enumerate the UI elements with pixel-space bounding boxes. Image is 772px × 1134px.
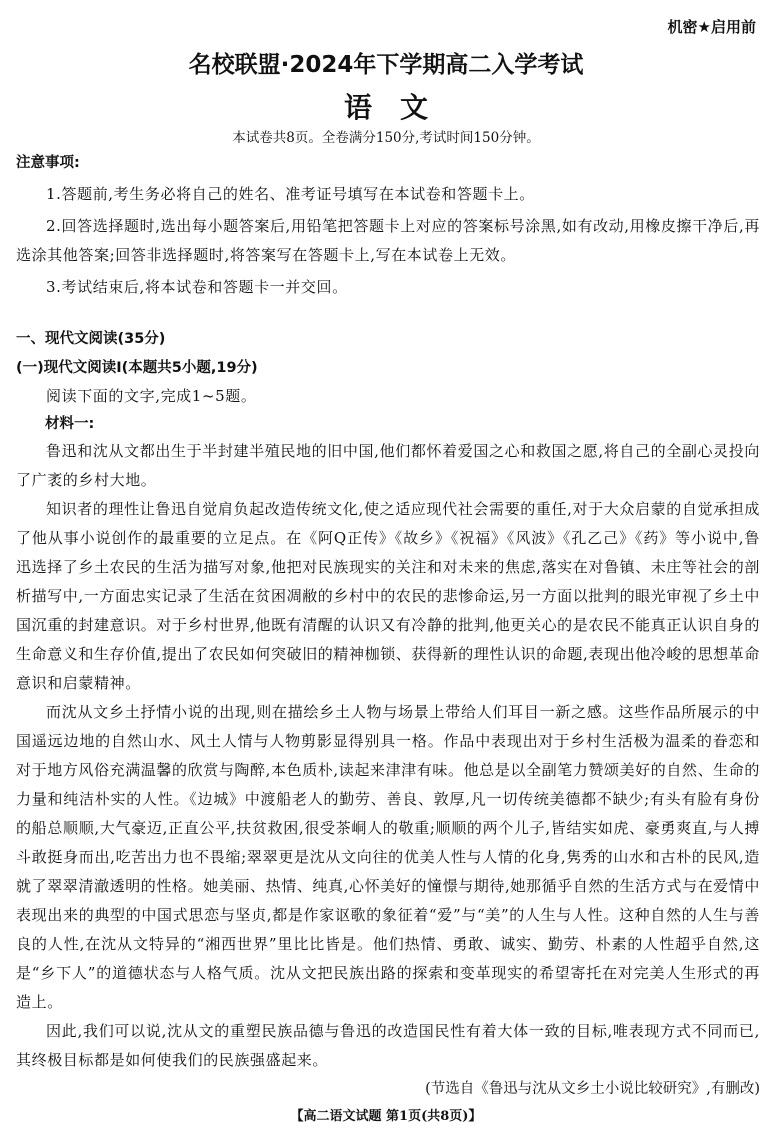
notice-heading: 注意事项: — [16, 155, 80, 171]
paper-info: 本试卷共8页。全卷满分150分,考试时间150分钟。 — [232, 130, 540, 146]
section-heading: 一、现代文阅读(35分) — [16, 331, 166, 347]
page-footer: 【高二语文试题 第1页(共8页)】 — [290, 1109, 482, 1124]
subject-title: 语文 — [343, 91, 456, 124]
article-paragraph-4: 因此,我们可以说,沈从文的重塑民族品德与鲁迅的改造国民性有着大体一致的目标,唯表现方式不同而已,其终极目标都是如何使我们的民族强盛起来。 — [16, 1022, 760, 1069]
sub-section-heading: (一)现代文阅读Ⅰ(本题共5小题,19分) — [16, 360, 258, 376]
confidential-mark: 机密★启用前 — [667, 18, 756, 36]
article-paragraph-1: 鲁迅和沈从文都出生于半封建半殖民地的旧中国,他们都怀着爱国之心和救国之愿,将自己的全副心灵投向了广袤的乡村大地。 — [16, 442, 760, 489]
article-paragraph-3: 而沈从文乡土抒情小说的出现,则在描绘乡土人物与场景上带给人们耳目一新之感。这些作品所展示的中国遥远边地的自然山水、风土人情与人物剪影显得别具一格。作品中表现出对于乡村生活极为温柔的眷恋和对于地方风俗充满温馨的欣赏与陶醉,本色质朴,读起来津津有味。他总是以全副笔力赞颂美好的自然、生命的力量和纯洁朴实的人性。《边城》中渡船老人的勤劳、善良、敦厚,凡一切传统美德都不缺少;有头有脸有身份的船总顺顺,大气豪迈,正直公平,扶贫救困,很受茶峒人的敬重;顺顺的两个儿子,皆结实如虎、豪勇爽直,与人搏斗敢挺身而出,吃苦出力也不畏缩;翠翠更是沈从文向往的优美人性与人情的化身,隽秀的山水和古朴的民风,造就了翠翠清澈透明的性格。她美丽、热情、纯真,心怀美好的憧憬与期待,她那循乎自然的生活方式与在爱情中表现出来的典型的中国式思恋与坚贞,都是作家讴歌的象征着“爱”与“美”的人生与人性。这种自然的人生与善良的人性,在沈从文特异的“湘西世界”里比比皆是。他们热情、勇敢、诚实、勤劳、朴素的人性超乎自然,这是“乡下人”的道德状态与人格气质。沈从文把民族出路的探索和变革现实的希望寄托在对完美人生形式的再造上。 — [16, 703, 760, 1011]
exam-title: 名校联盟·2024年下学期高二入学考试 — [188, 52, 584, 78]
notice-section — [16, 150, 760, 302]
reading-section — [16, 326, 760, 1103]
notice-item-2: 2.回答选择题时,选出每小题答案后,用铅笔把答题卡上对应的答案标号涂黑,如有改动,用橡皮擦干净后,再选涂其他答案;回答非选择题时,将答案写在答题卡上,写在本试卷上无效。 — [16, 217, 760, 264]
notice-item-3: 3.考试结束后,将本试卷和答题卡一并交回。 — [46, 278, 348, 296]
article-paragraph-2: 知识者的理性让鲁迅自觉肩负起改造传统文化,使之适应现代社会需要的重任,对于大众启蒙的自觉承担成了他从事小说创作的最重要的立足点。在《阿Q正传》《故乡》《祝福》《风波》《孔乙己》《药》等小说中,鲁迅选择了乡土农民的生活为描写对象,他把对民族现实的关注和对未来的焦虑,落实在对鲁镇、未庄等社会的剖析描写中,一方面忠实记录了生活在贫困凋敝的乡村中的农民的悲惨命运,另一方面以批判的眼光审视了乡土中国沉重的封建意识。对于乡村世界,他既有清醒的认识又有冷静的批判,他更关心的是农民不能真正认识自身的生命意义和生存价值,提出了农民如何突破旧的精神枷锁、获得新的理性认识的命题,表现出他冷峻的思想革命意识和启蒙精神。 — [16, 500, 760, 692]
notice-item-1: 1.答题前,考生务必将自己的姓名、准考证号填写在本试卷和答题卡上。 — [46, 185, 535, 203]
material-label: 材料一: — [45, 416, 95, 432]
instruction-text: 阅读下面的文字,完成1~5题。 — [46, 387, 257, 405]
article-source: (节选自《鲁迅与沈从文乡土小说比较研究》,有删改) — [425, 1081, 760, 1097]
